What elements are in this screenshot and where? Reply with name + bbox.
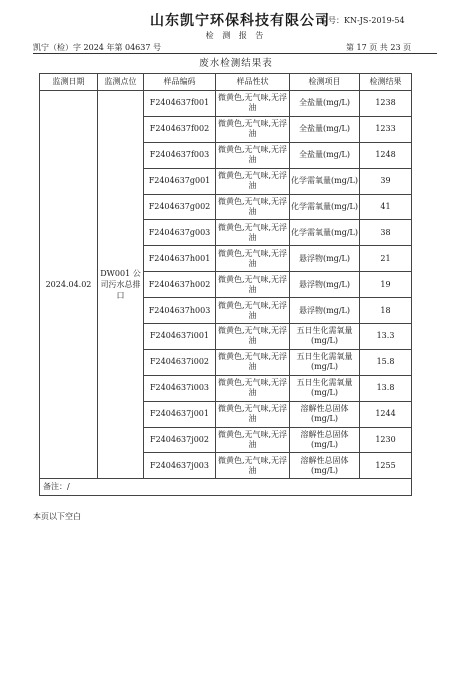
test-item: 悬浮物(mg/L) [290,246,360,272]
sample-code: F2404637f002 [144,116,216,142]
test-result: 38 [360,220,412,246]
sample-trait: 微黄色,无气味,无浮油 [216,220,290,246]
test-item: 五日生化需氧量(mg/L) [290,324,360,350]
sample-trait: 微黄色,无气味,无浮油 [216,142,290,168]
table-title: 废水检测结果表 [199,58,273,69]
sample-code: F2404637j003 [144,453,216,479]
test-result: 19 [360,272,412,298]
test-item: 五日生化需氧量(mg/L) [290,349,360,375]
test-result: 1255 [360,453,412,479]
test-result: 1244 [360,401,412,427]
blank-below-note: 本页以下空白 [33,512,81,521]
test-result: 39 [360,168,412,194]
sample-trait: 微黄色,无气味,无浮油 [216,298,290,324]
monitoring-date: 2024.04.02 [40,91,98,479]
sample-trait: 微黄色,无气味,无浮油 [216,91,290,117]
test-item: 五日生化需氧量(mg/L) [290,375,360,401]
test-result: 13.3 [360,324,412,350]
test-item: 溶解性总固体(mg/L) [290,453,360,479]
test-item: 悬浮物(mg/L) [290,272,360,298]
sample-code: F2404637i003 [144,375,216,401]
sample-code: F2404637i001 [144,324,216,350]
header-sample-trait: 样品性状 [216,74,290,91]
test-item: 化学需氧量(mg/L) [290,194,360,220]
table-note: 备注：/ [40,479,412,496]
test-result: 1238 [360,91,412,117]
monitoring-location: DW001 公司污水总排口 [98,91,144,479]
test-item: 化学需氧量(mg/L) [290,220,360,246]
sample-code: F2404637f003 [144,142,216,168]
sample-trait: 微黄色,无气味,无浮油 [216,453,290,479]
test-result: 18 [360,298,412,324]
test-item: 溶解性总固体(mg/L) [290,401,360,427]
header-test-item: 检测项目 [290,74,360,91]
test-result: 21 [360,246,412,272]
company-name: 山东凯宁环保科技有限公司 [150,13,330,29]
sample-code: F2404637j002 [144,427,216,453]
sample-code: F2404637h002 [144,272,216,298]
test-item: 全盐量(mg/L) [290,116,360,142]
report-subtitle: 检 测 报 告 [205,31,267,40]
test-item: 溶解性总固体(mg/L) [290,427,360,453]
sample-trait: 微黄色,无气味,无浮油 [216,324,290,350]
test-item: 悬浮物(mg/L) [290,298,360,324]
header-divider [33,53,437,54]
sample-trait: 微黄色,无气味,无浮油 [216,401,290,427]
test-result: 1233 [360,116,412,142]
test-result: 13.8 [360,375,412,401]
sample-trait: 微黄色,无气味,无浮油 [216,168,290,194]
test-result: 1248 [360,142,412,168]
test-result: 41 [360,194,412,220]
sample-trait: 微黄色,无气味,无浮油 [216,349,290,375]
table-note-row [40,479,412,496]
header-sample-code: 样品编码 [144,74,216,91]
sample-code: F2404637h001 [144,246,216,272]
sample-code: F2404637f001 [144,91,216,117]
sample-code: F2404637i002 [144,349,216,375]
header-location: 监测点位 [98,74,144,91]
report-number: 凯宁（检）字 2024 年第 04637 号 [33,43,161,52]
wastewater-results-table [39,73,412,496]
test-item: 全盐量(mg/L) [290,142,360,168]
sample-code: F2404637h003 [144,298,216,324]
page-number: 第 17 页 共 23 页 [346,43,412,52]
sample-trait: 微黄色,无气味,无浮油 [216,194,290,220]
sample-trait: 微黄色,无气味,无浮油 [216,272,290,298]
sample-trait: 微黄色,无气味,无浮油 [216,246,290,272]
sample-code: F2404637g002 [144,194,216,220]
sample-trait: 微黄色,无气味,无浮油 [216,375,290,401]
table-header-row [40,74,412,91]
document-number: 编号：KN-JS-2019-54 [320,16,405,25]
header-result: 检测结果 [360,74,412,91]
test-result: 15.8 [360,349,412,375]
sample-code: F2404637g003 [144,220,216,246]
header-date: 监测日期 [40,74,98,91]
table-row [40,91,412,117]
test-item: 全盐量(mg/L) [290,91,360,117]
test-result: 1230 [360,427,412,453]
sample-code: F2404637g001 [144,168,216,194]
sample-trait: 微黄色,无气味,无浮油 [216,116,290,142]
test-item: 化学需氧量(mg/L) [290,168,360,194]
sample-code: F2404637j001 [144,401,216,427]
sample-trait: 微黄色,无气味,无浮油 [216,427,290,453]
